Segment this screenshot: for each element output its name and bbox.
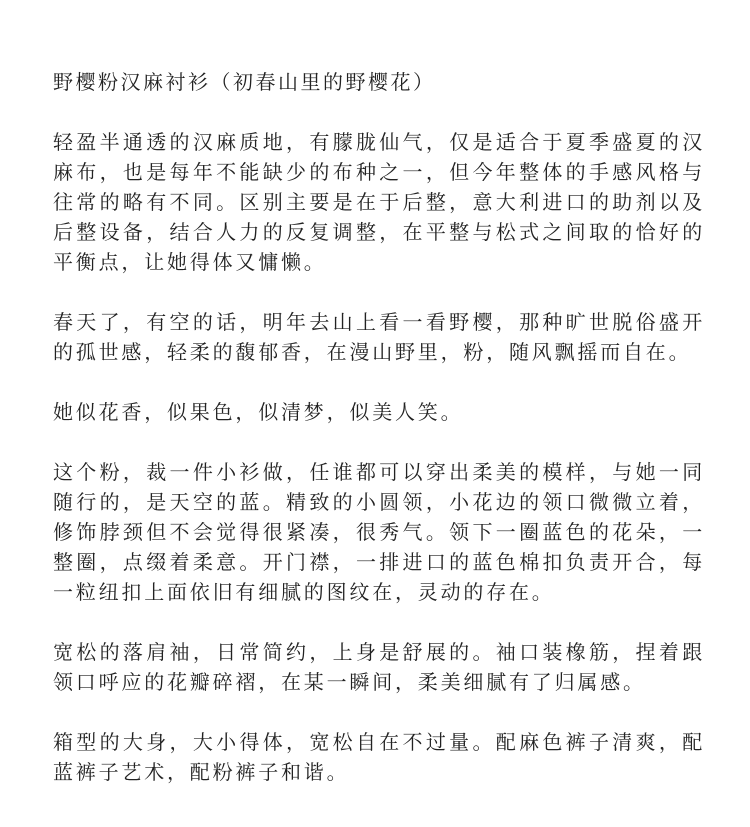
paragraph-collar: 这个粉，裁一件小衫做，任谁都可以穿出柔美的模样，与她一同随行的，是天空的蓝。精致的小圆领，小花边的领口微微立着，修饰脖颈但不会觉得很紧凑，很秀气。领下一圈蓝色的花朵，一整圈，点缀着柔意。开门襟，一排进口的蓝色棉扣负责开合，每一粒纽扣上面依旧有细腻的图纹在，灵动的存在。	[53, 460, 705, 604]
article-title: 野樱粉汉麻衬衫（初春山里的野樱花）	[53, 70, 436, 94]
paragraph-body: 箱型的大身，大小得体，宽松自在不过量。配麻色裤子清爽，配蓝裤子艺术，配粉裤子和谐。	[53, 730, 705, 784]
paragraph-sleeves: 宽松的落肩袖，日常简约，上身是舒展的。袖口装橡筋，捏着跟领口呼应的花瓣碎褶，在某一瞬间，柔美细腻有了归属感。	[53, 640, 705, 694]
paragraph-fragrance: 她似花香，似果色，似清梦，似美人笑。	[53, 400, 464, 424]
article	[53, 64, 705, 787]
paragraph-spring: 春天了，有空的话，明年去山上看一看野樱，那种旷世脱俗盛开的孤世感，轻柔的馥郁香，在漫山野里，粉，随风飘摇而自在。	[53, 310, 705, 364]
paragraph-fabric: 轻盈半通透的汉麻质地，有朦胧仙气，仅是适合于夏季盛夏的汉麻布，也是每年不能缺少的布种之一，但今年整体的手感风格与往常的略有不同。区别主要是在于后整，意大利进口的助剂以及后整设备，结合人力的反复调整，在平整与松式之间取的恰好的平衡点，让她得体又慵懒。	[53, 130, 705, 274]
